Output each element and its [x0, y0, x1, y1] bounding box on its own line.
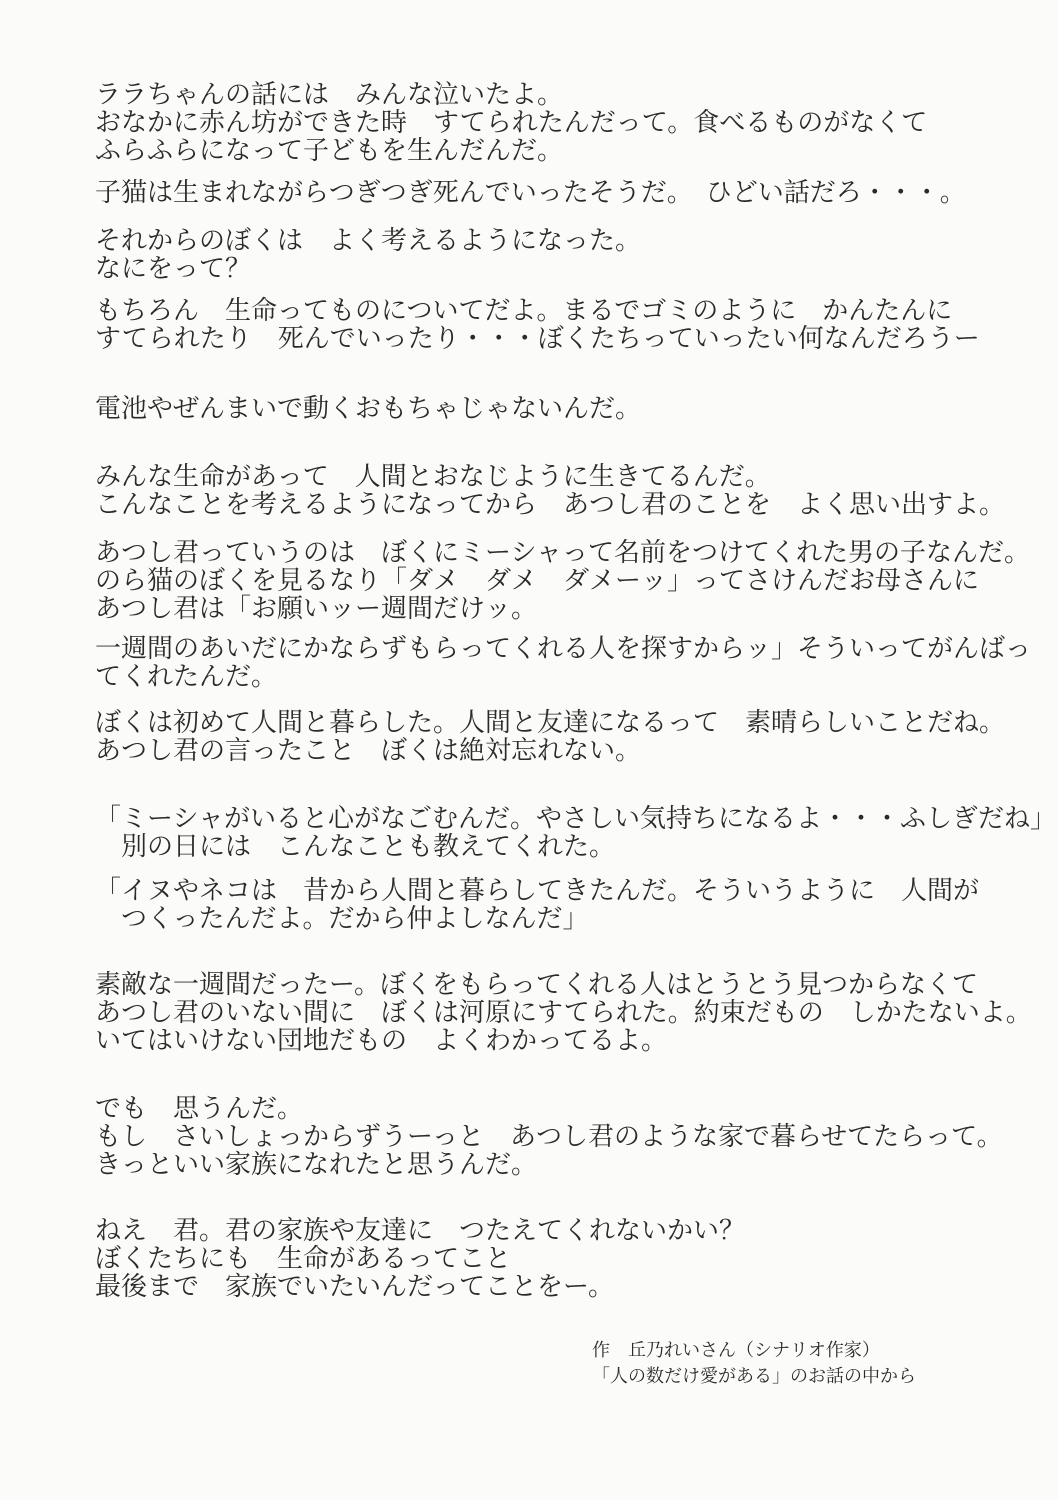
story-line: 別の日には こんなことも教えてくれた。	[95, 832, 616, 862]
story-line: 一週間のあいだにかならずもらってくれる人を探すからッ」そういってがんばっ	[95, 634, 1032, 664]
story-line: もし さいしょっからずうーっと あつし君のような家で暮らせてたらって。	[95, 1122, 1003, 1152]
story-line: みんな生命があって 人間とおなじように生きてるんだ。	[95, 462, 771, 492]
story-line: ふらふらになって子どもを生んだんだ。	[95, 136, 564, 166]
story-line: あつし君は「お願いッー週間だけッ。	[95, 594, 538, 624]
story-line: もちろん 生命ってものについてだよ。まるでゴミのように かんたんに	[95, 296, 953, 326]
story-line: ぼくは初めて人間と暮らした。人間と友達になるって 素晴らしいことだね。	[95, 708, 1006, 738]
story-line: おなかに赤ん坊ができた時 すてられたんだって。食べるものがなくて	[95, 108, 928, 138]
story-line: ねえ 君。君の家族や友達に つたえてくれないかい？	[95, 1216, 746, 1246]
story-line: いてはいけない団地だもの よくわかってるよ。	[95, 1026, 668, 1056]
story-line: あつし君の言ったこと ぼくは絶対忘れない。	[95, 736, 642, 766]
story-line: 「イヌやネコは 昔から人間と暮らしてきたんだ。そういうように 人間が	[95, 876, 980, 906]
story-line: 子猫は生まれながらつぎつぎ死んでいったそうだ。 ひどい話だろ・・・。	[95, 178, 966, 208]
story-line: 最後まで 家族でいたいんだってことをー。	[95, 1272, 614, 1302]
story-line: てくれたんだ。	[95, 662, 278, 692]
story-line: すてられたり 死んでいったり・・・ぼくたちっていったい何なんだろうー	[95, 324, 980, 354]
story-line: つくったんだよ。だから仲よしなんだ」	[95, 904, 589, 934]
author-line: 作 丘乃れいさん（シナリオ作家）	[592, 1340, 880, 1361]
story-line: のら猫のぼくを見るなり「ダメ ダメ ダメーッ」ってさけんだお母さんに	[95, 566, 980, 596]
story-line: 素敵な一週間だったー。ぼくをもらってくれる人はとうとう見つからなくて	[95, 970, 978, 1000]
story-line: きっといい家族になれたと思うんだ。	[95, 1150, 538, 1180]
story-line: あつし君のいない間に ぼくは河原にすてられた。約束だもの しかたないよ。	[95, 998, 1032, 1028]
story-line: 電池やぜんまいで動くおもちゃじゃないんだ。	[95, 394, 642, 424]
source-line: 「人の数だけ愛がある」のお話の中から	[592, 1366, 916, 1387]
story-line: こんなことを考えるようになってから あつし君のことを よく思い出すよ。	[95, 490, 1006, 520]
story-line: 「ミーシャがいると心がなごむんだ。やさしい気持ちになるよ・・・ふしぎだね」	[95, 804, 1056, 834]
story-line: ぼくたちにも 生命があるってこと	[95, 1244, 512, 1274]
story-line: なにをって？	[95, 254, 252, 284]
story-line: ララちゃんの話には みんな泣いたよ。	[95, 80, 564, 110]
story-line: それからのぼくは よく考えるようになった。	[95, 226, 642, 256]
story-line: でも 思うんだ。	[95, 1094, 304, 1124]
story-line: あつし君っていうのは ぼくにミーシャって名前をつけてくれた男の子なんだ。	[95, 538, 1030, 568]
